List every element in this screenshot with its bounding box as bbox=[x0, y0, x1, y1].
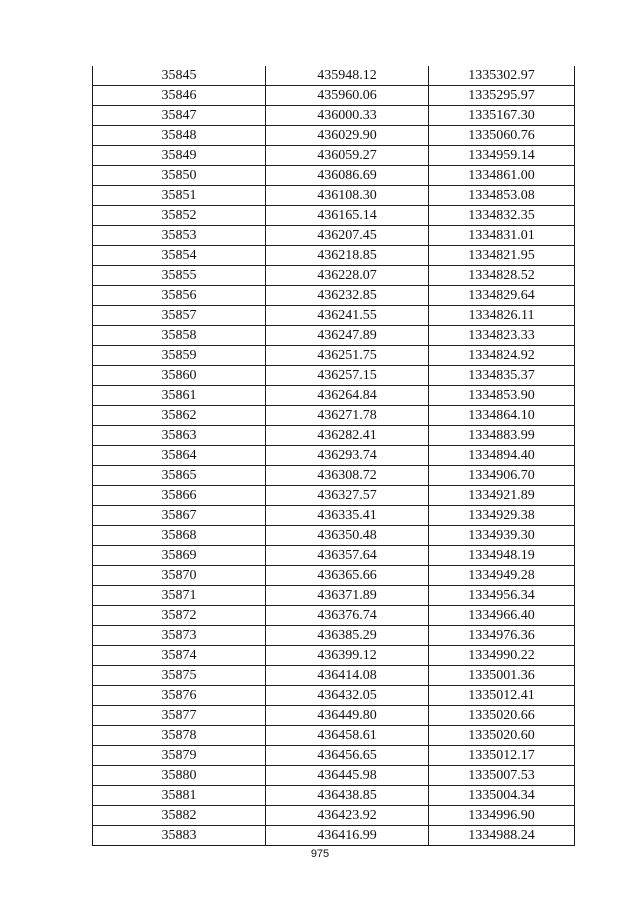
point-id-cell: 35867 bbox=[93, 506, 266, 526]
table-row bbox=[93, 206, 575, 226]
y-coordinate-cell: 1335295.97 bbox=[429, 86, 575, 106]
table-row bbox=[93, 86, 575, 106]
y-coordinate-cell: 1334853.08 bbox=[429, 186, 575, 206]
y-coordinate-cell: 1334959.14 bbox=[429, 146, 575, 166]
x-coordinate-cell: 436399.12 bbox=[266, 646, 429, 666]
coordinate-table bbox=[92, 66, 575, 846]
y-coordinate-cell: 1334832.35 bbox=[429, 206, 575, 226]
y-coordinate-cell: 1334826.11 bbox=[429, 306, 575, 326]
table-row bbox=[93, 226, 575, 246]
point-id-cell: 35857 bbox=[93, 306, 266, 326]
point-id-cell: 35858 bbox=[93, 326, 266, 346]
x-coordinate-cell: 436165.14 bbox=[266, 206, 429, 226]
y-coordinate-cell: 1334990.22 bbox=[429, 646, 575, 666]
y-coordinate-cell: 1334996.90 bbox=[429, 806, 575, 826]
table-row bbox=[93, 386, 575, 406]
point-id-cell: 35868 bbox=[93, 526, 266, 546]
point-id-cell: 35863 bbox=[93, 426, 266, 446]
point-id-cell: 35853 bbox=[93, 226, 266, 246]
point-id-cell: 35846 bbox=[93, 86, 266, 106]
table-row bbox=[93, 286, 575, 306]
point-id-cell: 35878 bbox=[93, 726, 266, 746]
point-id-cell: 35847 bbox=[93, 106, 266, 126]
coordinate-table-body bbox=[93, 66, 575, 846]
x-coordinate-cell: 436357.64 bbox=[266, 546, 429, 566]
point-id-cell: 35883 bbox=[93, 826, 266, 846]
point-id-cell: 35874 bbox=[93, 646, 266, 666]
table-row bbox=[93, 706, 575, 726]
point-id-cell: 35854 bbox=[93, 246, 266, 266]
x-coordinate-cell: 436086.69 bbox=[266, 166, 429, 186]
y-coordinate-cell: 1334829.64 bbox=[429, 286, 575, 306]
table-row bbox=[93, 146, 575, 166]
point-id-cell: 35880 bbox=[93, 766, 266, 786]
table-row bbox=[93, 686, 575, 706]
table-row bbox=[93, 106, 575, 126]
y-coordinate-cell: 1334861.00 bbox=[429, 166, 575, 186]
table-row bbox=[93, 466, 575, 486]
y-coordinate-cell: 1334948.19 bbox=[429, 546, 575, 566]
x-coordinate-cell: 436029.90 bbox=[266, 126, 429, 146]
table-row bbox=[93, 746, 575, 766]
y-coordinate-cell: 1334949.28 bbox=[429, 566, 575, 586]
y-coordinate-cell: 1335007.53 bbox=[429, 766, 575, 786]
table-row bbox=[93, 806, 575, 826]
y-coordinate-cell: 1334966.40 bbox=[429, 606, 575, 626]
point-id-cell: 35864 bbox=[93, 446, 266, 466]
y-coordinate-cell: 1334835.37 bbox=[429, 366, 575, 386]
x-coordinate-cell: 435948.12 bbox=[266, 66, 429, 86]
x-coordinate-cell: 436335.41 bbox=[266, 506, 429, 526]
x-coordinate-cell: 436371.89 bbox=[266, 586, 429, 606]
y-coordinate-cell: 1335167.30 bbox=[429, 106, 575, 126]
y-coordinate-cell: 1335020.60 bbox=[429, 726, 575, 746]
x-coordinate-cell: 435960.06 bbox=[266, 86, 429, 106]
page-number: 975 bbox=[310, 848, 330, 860]
point-id-cell: 35849 bbox=[93, 146, 266, 166]
x-coordinate-cell: 436207.45 bbox=[266, 226, 429, 246]
table-row bbox=[93, 486, 575, 506]
x-coordinate-cell: 436059.27 bbox=[266, 146, 429, 166]
point-id-cell: 35866 bbox=[93, 486, 266, 506]
x-coordinate-cell: 436308.72 bbox=[266, 466, 429, 486]
y-coordinate-cell: 1334821.95 bbox=[429, 246, 575, 266]
point-id-cell: 35860 bbox=[93, 366, 266, 386]
x-coordinate-cell: 436247.89 bbox=[266, 326, 429, 346]
x-coordinate-cell: 436293.74 bbox=[266, 446, 429, 466]
point-id-cell: 35873 bbox=[93, 626, 266, 646]
x-coordinate-cell: 436327.57 bbox=[266, 486, 429, 506]
y-coordinate-cell: 1334939.30 bbox=[429, 526, 575, 546]
x-coordinate-cell: 436385.29 bbox=[266, 626, 429, 646]
y-coordinate-cell: 1334853.90 bbox=[429, 386, 575, 406]
table-row bbox=[93, 306, 575, 326]
point-id-cell: 35855 bbox=[93, 266, 266, 286]
point-id-cell: 35872 bbox=[93, 606, 266, 626]
table-row bbox=[93, 326, 575, 346]
x-coordinate-cell: 436445.98 bbox=[266, 766, 429, 786]
point-id-cell: 35850 bbox=[93, 166, 266, 186]
table-row bbox=[93, 646, 575, 666]
table-row bbox=[93, 246, 575, 266]
y-coordinate-cell: 1335012.17 bbox=[429, 746, 575, 766]
y-coordinate-cell: 1334883.99 bbox=[429, 426, 575, 446]
x-coordinate-cell: 436271.78 bbox=[266, 406, 429, 426]
x-coordinate-cell: 436416.99 bbox=[266, 826, 429, 846]
y-coordinate-cell: 1335012.41 bbox=[429, 686, 575, 706]
point-id-cell: 35881 bbox=[93, 786, 266, 806]
x-coordinate-cell: 436000.33 bbox=[266, 106, 429, 126]
table-row bbox=[93, 166, 575, 186]
table-row bbox=[93, 626, 575, 646]
x-coordinate-cell: 436449.80 bbox=[266, 706, 429, 726]
point-id-cell: 35879 bbox=[93, 746, 266, 766]
table-row bbox=[93, 66, 575, 86]
table-row bbox=[93, 606, 575, 626]
x-coordinate-cell: 436251.75 bbox=[266, 346, 429, 366]
y-coordinate-cell: 1334824.92 bbox=[429, 346, 575, 366]
x-coordinate-cell: 436458.61 bbox=[266, 726, 429, 746]
x-coordinate-cell: 436438.85 bbox=[266, 786, 429, 806]
table-row bbox=[93, 446, 575, 466]
table-row bbox=[93, 126, 575, 146]
table-row bbox=[93, 366, 575, 386]
x-coordinate-cell: 436264.84 bbox=[266, 386, 429, 406]
x-coordinate-cell: 436241.55 bbox=[266, 306, 429, 326]
y-coordinate-cell: 1335001.36 bbox=[429, 666, 575, 686]
x-coordinate-cell: 436232.85 bbox=[266, 286, 429, 306]
y-coordinate-cell: 1334831.01 bbox=[429, 226, 575, 246]
point-id-cell: 35865 bbox=[93, 466, 266, 486]
point-id-cell: 35861 bbox=[93, 386, 266, 406]
point-id-cell: 35869 bbox=[93, 546, 266, 566]
point-id-cell: 35862 bbox=[93, 406, 266, 426]
x-coordinate-cell: 436376.74 bbox=[266, 606, 429, 626]
y-coordinate-cell: 1334929.38 bbox=[429, 506, 575, 526]
y-coordinate-cell: 1334823.33 bbox=[429, 326, 575, 346]
table-row bbox=[93, 726, 575, 746]
y-coordinate-cell: 1335060.76 bbox=[429, 126, 575, 146]
y-coordinate-cell: 1334976.36 bbox=[429, 626, 575, 646]
x-coordinate-cell: 436218.85 bbox=[266, 246, 429, 266]
table-row bbox=[93, 346, 575, 366]
table-row bbox=[93, 826, 575, 846]
table-row bbox=[93, 666, 575, 686]
y-coordinate-cell: 1334956.34 bbox=[429, 586, 575, 606]
table-row bbox=[93, 786, 575, 806]
point-id-cell: 35870 bbox=[93, 566, 266, 586]
y-coordinate-cell: 1334864.10 bbox=[429, 406, 575, 426]
y-coordinate-cell: 1335020.66 bbox=[429, 706, 575, 726]
table-row bbox=[93, 526, 575, 546]
x-coordinate-cell: 436350.48 bbox=[266, 526, 429, 546]
y-coordinate-cell: 1334828.52 bbox=[429, 266, 575, 286]
x-coordinate-cell: 436257.15 bbox=[266, 366, 429, 386]
point-id-cell: 35845 bbox=[93, 66, 266, 86]
point-id-cell: 35859 bbox=[93, 346, 266, 366]
y-coordinate-cell: 1335004.34 bbox=[429, 786, 575, 806]
table-row bbox=[93, 426, 575, 446]
x-coordinate-cell: 436365.66 bbox=[266, 566, 429, 586]
x-coordinate-cell: 436282.41 bbox=[266, 426, 429, 446]
x-coordinate-cell: 436414.08 bbox=[266, 666, 429, 686]
x-coordinate-cell: 436108.30 bbox=[266, 186, 429, 206]
y-coordinate-cell: 1334921.89 bbox=[429, 486, 575, 506]
y-coordinate-cell: 1334894.40 bbox=[429, 446, 575, 466]
point-id-cell: 35882 bbox=[93, 806, 266, 826]
point-id-cell: 35848 bbox=[93, 126, 266, 146]
point-id-cell: 35876 bbox=[93, 686, 266, 706]
point-id-cell: 35877 bbox=[93, 706, 266, 726]
y-coordinate-cell: 1334988.24 bbox=[429, 826, 575, 846]
x-coordinate-cell: 436228.07 bbox=[266, 266, 429, 286]
table-row bbox=[93, 266, 575, 286]
x-coordinate-cell: 436423.92 bbox=[266, 806, 429, 826]
point-id-cell: 35871 bbox=[93, 586, 266, 606]
table-row bbox=[93, 186, 575, 206]
table-row bbox=[93, 766, 575, 786]
table-row bbox=[93, 406, 575, 426]
point-id-cell: 35852 bbox=[93, 206, 266, 226]
table-row bbox=[93, 546, 575, 566]
x-coordinate-cell: 436432.05 bbox=[266, 686, 429, 706]
y-coordinate-cell: 1334906.70 bbox=[429, 466, 575, 486]
point-id-cell: 35856 bbox=[93, 286, 266, 306]
x-coordinate-cell: 436456.65 bbox=[266, 746, 429, 766]
table-row bbox=[93, 506, 575, 526]
point-id-cell: 35875 bbox=[93, 666, 266, 686]
y-coordinate-cell: 1335302.97 bbox=[429, 66, 575, 86]
table-row bbox=[93, 566, 575, 586]
table-row bbox=[93, 586, 575, 606]
point-id-cell: 35851 bbox=[93, 186, 266, 206]
